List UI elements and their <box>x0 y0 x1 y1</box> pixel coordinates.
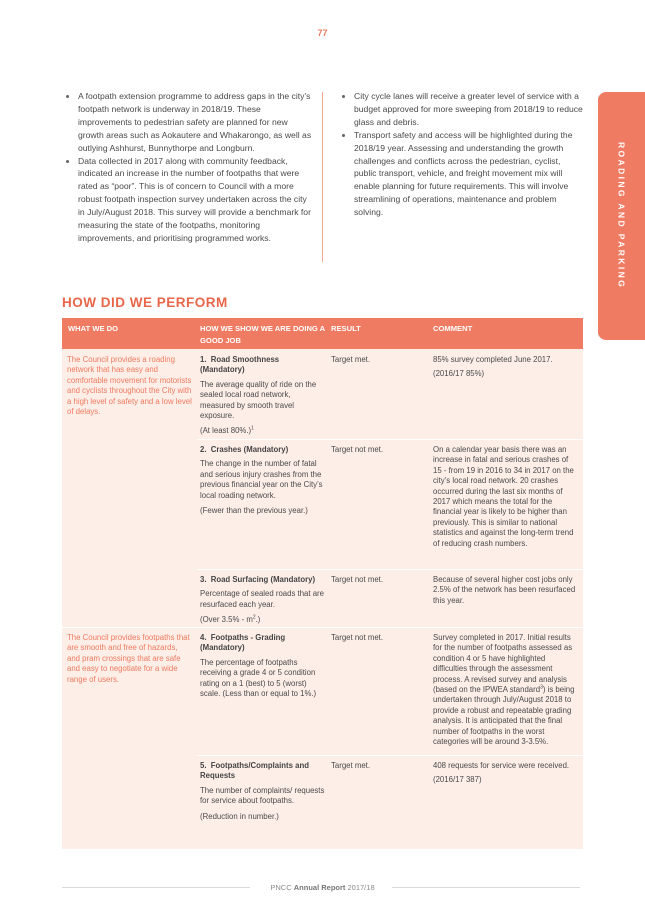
group-description-roading: The Council provides a roading network that has easy and comfortable movement for motorists and cyclists throughout the City with a high level of safety and a low level of delays. <box>67 355 192 417</box>
row-divider <box>62 627 583 628</box>
right-bullet: • City cycle lanes will receive a greater level of service with a budget approved for more sweeping from 2018/19 to reduce glass and debris. <box>354 90 585 129</box>
header-comment: COMMENT <box>433 324 473 333</box>
header-what-we-do: WHAT WE DO <box>68 324 119 333</box>
header-how-we-show: HOW WE SHOW WE ARE DOING A GOOD JOB <box>200 324 325 345</box>
comment-text: On a calendar year basis there was an increase in fatal and serious crashes of 15 - from 19 in 2016 to 34 in 2017 on the city’s local road network. 20 crashes occurred during the last six months of 2017 which means the total for the financial year is likely to be higher than previously. This is similar to national statistics and against the long-term trend of reducing crash numbers. <box>433 445 574 548</box>
measure-title: 3. Road Surfacing (Mandatory) <box>200 575 316 584</box>
side-tab-label: ROADING AND PARKING <box>616 142 627 290</box>
comment-text: Survey completed in 2017. Initial results for the number of footpaths assessed as condition 4 or 5 have highlighted difficulties through the assessment process. A revised survey and analysis (based on the IPWEA standard$^3$) is being undertaken through July/August 2018 to provide a robust and repeatable grading analysis. It is anticipated that the final number of footpaths in the worst categories will be around 3-3.5%. <box>433 633 575 747</box>
result-text: Target met. <box>331 761 370 770</box>
measure-description: Percentage of sealed roads that are resurfaced each year. <box>200 589 324 609</box>
comment-text: 408 requests for service were received. (2016/17 387) <box>433 761 570 785</box>
row-divider <box>197 439 583 440</box>
page-footer: PNCC Annual Report 2017/18 <box>270 883 375 892</box>
measure-title: 5. Footpaths/Complaints and Requests <box>200 761 310 781</box>
right-column <box>340 90 585 219</box>
measure-title: 2. Crashes (Mandatory) <box>200 445 289 454</box>
result-text: Target met. <box>331 355 370 364</box>
result-text: Target not met. <box>331 575 384 584</box>
comment-text: Because of several higher cost jobs only 2.5% of the network has been resurfaced this year. <box>433 575 576 605</box>
table-row <box>200 445 325 516</box>
measure-description: The percentage of footpaths receiving a grade 4 or 5 condition rating on a 1 (best) to 5 (worst) scale. (Less than or equal to 1%.) <box>200 657 317 699</box>
section-title: HOW DID WE PERFORM <box>62 295 228 310</box>
measure-target: (Over $3.5\% - m^2$.) <box>200 614 261 625</box>
left-bullet: • Data collected in 2017 along with community feedback, indicated an increase in the number of footpaths that were rated as “poor”. This is of concern to Council with a more robust footpath inspection survey undertaken across the city in July/August 2018. This survey will provide a benchmark for measuring the state of the footpaths, monitoring improvements, and prioritising programmed works. <box>78 155 312 245</box>
table-header <box>62 318 583 349</box>
table-row <box>200 761 325 822</box>
left-column <box>64 90 312 245</box>
measure-title: 4. Footpaths - Grading (Mandatory) <box>200 633 286 653</box>
measure-target: (Reduction in number.) <box>200 811 279 821</box>
measure-description: The change in the number of fatal and serious injury crashes from the previous financial year on the City’s local roading network. <box>200 459 323 500</box>
result-text: Target not met. <box>331 633 384 642</box>
right-bullet: • Transport safety and access will be highlighted during the 2018/19 year. Assessing and understanding the growth challenges and conflicts across the pedestrian, cyclist, public transport, vehicle, and freight movement mix will enable planning for future requirements. This will involve streamlining of operations, maintenance and problem solving. <box>354 129 585 219</box>
table-row <box>200 633 325 699</box>
section-side-tab <box>598 92 645 340</box>
left-bullet: • A footpath extension programme to address gaps in the city’s footpath network is underway in 2018/19. These improvements to pedestrian safety are planned for new growth areas such as Aokautere and Whakarongo, as well as outlying Ashhurst, Bunnythorpe and Longburn. <box>78 90 312 155</box>
measure-title: 1. Road Smoothness (Mandatory) <box>200 355 280 375</box>
measure-description: The average quality of ride on the sealed local road network, measured by smooth travel exposure. <box>200 379 317 421</box>
page-number: 77 <box>317 28 328 38</box>
table-row <box>200 355 325 437</box>
group-description-footpaths: The Council provides footpaths that are smooth and free of hazards, and pram crossings that are safe and easy to negotiate for a wide range of users. <box>67 633 190 684</box>
row-divider <box>197 755 583 756</box>
measure-target: (Fewer than the previous year.) <box>200 506 308 516</box>
comment-text: 85% survey completed June 2017. (2016/17 85%) <box>433 355 553 379</box>
measure-target: (At least 80%.)$^1$ <box>200 425 254 436</box>
table-row <box>200 575 325 626</box>
measure-description: The number of complaints/ requests for service about footpaths. <box>200 785 325 806</box>
header-result: RESULT <box>331 324 361 333</box>
performance-table <box>62 318 583 849</box>
row-divider <box>197 569 583 570</box>
column-divider <box>322 92 323 262</box>
result-text: Target not met. <box>331 445 384 454</box>
